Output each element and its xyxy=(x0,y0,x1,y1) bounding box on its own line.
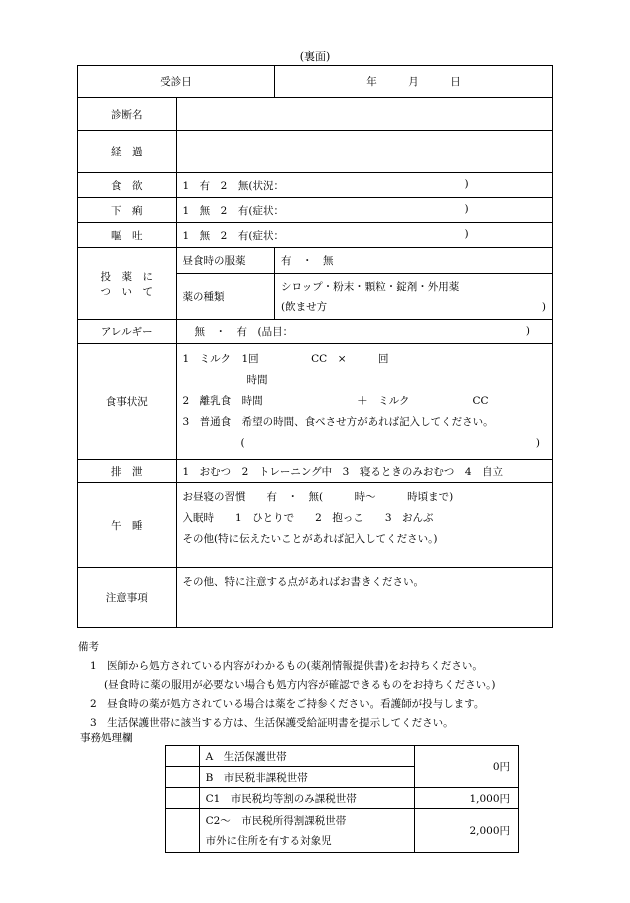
excretion-row xyxy=(78,460,553,483)
nap-field[interactable] xyxy=(176,483,553,568)
meal-line3: 2 離乳食 時間 ＋ ミルク CC xyxy=(182,395,489,407)
office-c1-fee: 1,000円 xyxy=(414,788,518,809)
medicine-type-line1: シロップ・粉末・顆粒・錠剤・外用薬 xyxy=(281,280,460,293)
meal-label: 食事状況 xyxy=(78,344,177,460)
remarks-item-1: 1 医師から処方されている内容がわかるもの(薬剤情報提供書)をお持ちください。 xyxy=(90,660,483,672)
appetite-text: 1 有 2 無(状況： xyxy=(182,179,284,192)
progress-field[interactable] xyxy=(176,131,553,173)
allergy-row xyxy=(78,320,553,344)
meal-line1: 1 ミルク 1回 CC × 回 xyxy=(182,353,389,365)
progress-row xyxy=(78,131,553,173)
medicine-lunch-label: 昼食時の服薬 xyxy=(176,248,275,274)
caution-row xyxy=(78,568,553,628)
medical-form-table xyxy=(77,65,553,628)
excretion-label: 排 泄 xyxy=(78,460,177,483)
remarks-item-2: 2 昼食時の薬が処方されている場合は薬をご持参ください。看護師が投与します。 xyxy=(90,698,485,710)
diarrhea-field[interactable] xyxy=(176,198,553,223)
page-title: (裏面) xyxy=(299,50,331,63)
office-check-c2[interactable] xyxy=(166,809,200,853)
office-row-c2 xyxy=(166,809,519,853)
vomit-label: 嘔 吐 xyxy=(78,223,177,248)
office-ab-fee: 0円 xyxy=(414,746,518,788)
allergy-field[interactable] xyxy=(176,320,553,344)
meal-line5-close: ) xyxy=(535,437,540,449)
vomit-row xyxy=(78,223,553,248)
office-c1: C1 市民税均等割のみ課税世帯 xyxy=(199,788,414,809)
medicine-label xyxy=(78,248,177,320)
diagnosis-label: 診断名 xyxy=(78,98,177,131)
diarrhea-label: 下 痢 xyxy=(78,198,177,223)
office-c2-line2: 市外に住所を有する対象児 xyxy=(205,834,332,847)
remarks-section xyxy=(80,638,600,733)
nap-line3: その他(特に伝えたいことがあれば記入してください。) xyxy=(182,533,438,545)
office-title: 事務処理欄 xyxy=(80,732,133,744)
meal-row xyxy=(78,344,553,460)
appetite-field[interactable] xyxy=(176,173,553,198)
medicine-label-line2: つ い て xyxy=(100,285,153,298)
medicine-type-line2: (飲ませ方 xyxy=(281,300,328,313)
medicine-type-close: ) xyxy=(541,300,546,313)
diagnosis-field[interactable] xyxy=(176,98,553,131)
office-b: B 市民税非課税世帯 xyxy=(199,767,414,788)
vomit-field[interactable] xyxy=(176,223,553,248)
vomit-text: 1 無 2 有(症状： xyxy=(182,229,284,242)
office-c2-fee: 2,000円 xyxy=(414,809,518,853)
office-check-c1[interactable] xyxy=(166,788,200,809)
office-check-a[interactable] xyxy=(166,746,200,767)
medicine-type-label: 薬の種類 xyxy=(176,274,275,320)
office-a: A 生活保護世帯 xyxy=(199,746,414,767)
office-check-b[interactable] xyxy=(166,767,200,788)
diarrhea-row xyxy=(78,198,553,223)
meal-field[interactable] xyxy=(176,344,553,460)
nap-row xyxy=(78,483,553,568)
remarks-item-1b: (昼食時に薬の服用が必要ない場合も処方内容が確認できるものをお持ちください。) xyxy=(104,679,496,691)
office-c2-line1: C2～ 市民税所得割課税世帯 xyxy=(205,814,347,827)
medicine-label-line1: 投 薬 に xyxy=(100,270,153,283)
excretion-field[interactable]: 1 おむつ 2 トレーニング中 3 寝るときのみおむつ 4 自立 xyxy=(176,460,553,483)
caution-field[interactable]: その他、特に注意する点があればお書きください。 xyxy=(176,568,553,628)
nap-line1: お昼寝の習慣 有 ・ 無( 時～ 時頃まで) xyxy=(182,491,454,503)
office-c2 xyxy=(199,809,414,853)
medicine-lunch-field[interactable]: 有 ・ 無 xyxy=(275,248,553,274)
meal-line4: 3 普通食 希望の時間、食べさせ方があれば記入してください。 xyxy=(182,416,494,428)
visit-row xyxy=(78,66,553,98)
diagnosis-row xyxy=(78,98,553,131)
office-table xyxy=(165,745,519,853)
diarrhea-close: ) xyxy=(464,202,469,215)
allergy-label: アレルギー xyxy=(78,320,177,344)
allergy-close: ) xyxy=(525,325,530,337)
meal-line5-open: ( xyxy=(240,437,245,449)
remarks-title: 備考 xyxy=(78,641,99,653)
remarks-item-3: 3 生活保護世帯に該当する方は、生活保護受給証明書を提示してください。 xyxy=(90,717,454,729)
visit-label: 受診日 xyxy=(78,66,275,98)
nap-line2: 入眠時 1 ひとりで 2 抱っこ 3 おんぶ xyxy=(182,512,434,524)
progress-label: 経 過 xyxy=(78,131,177,173)
office-row-a xyxy=(166,746,519,767)
caution-label: 注意事項 xyxy=(78,568,177,628)
meal-line2: 時間 xyxy=(246,374,268,386)
allergy-text: 無 ・ 有 (品目： xyxy=(194,326,294,338)
vomit-close: ) xyxy=(464,227,469,240)
appetite-row xyxy=(78,173,553,198)
medicine-type-field[interactable] xyxy=(275,274,553,320)
appetite-label: 食 欲 xyxy=(78,173,177,198)
medicine-row-lunch xyxy=(78,248,553,274)
appetite-close: ) xyxy=(464,177,469,190)
visit-date-field[interactable]: 年 月 日 xyxy=(275,66,553,98)
office-row-c1 xyxy=(166,788,519,809)
nap-label: 午 睡 xyxy=(78,483,177,568)
diarrhea-text: 1 無 2 有(症状： xyxy=(182,204,284,217)
